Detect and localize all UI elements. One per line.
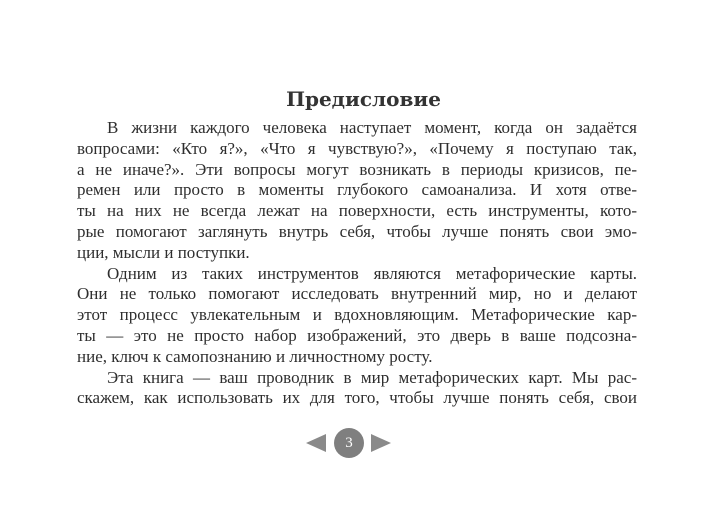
text-line: рые помогают заглянуть внутрь себя, чтобы лучше понять свои эмо- [77, 221, 637, 241]
page-number-badge: 3 [334, 428, 364, 458]
paragraph-3 [77, 368, 637, 410]
text-line: скажем, как использовать их для того, чтобы лучше понять себя, свои [77, 388, 637, 408]
text-line: ты — это не просто набор изображений, это дверь в ваше подсозна- [77, 325, 637, 345]
page-navigation [306, 428, 392, 458]
text-line: ции, мысли и поступки. [77, 242, 250, 262]
page-title: Предисловие [286, 87, 441, 111]
text-line: Они не только помогают исследовать внутренний мир, но и делают [77, 284, 637, 304]
triangle-left-icon[interactable] [306, 434, 326, 452]
text-line: Эта книга — ваш проводник в мир метафорических карт. Мы рас- [107, 367, 637, 387]
paragraph-1 [77, 118, 637, 264]
triangle-right-icon[interactable] [371, 434, 391, 452]
text-line: В жизни каждого человека наступает момент, когда он задаётся [107, 118, 637, 137]
paragraph-2 [77, 264, 637, 368]
text-line: а не иначе?». Эти вопросы могут возникать в периоды кризисов, пе- [77, 159, 637, 179]
text-line: ты на них не всегда лежат на поверхности, есть инструменты, кото- [77, 201, 637, 221]
text-line: ние, ключ к самопознанию и личностному росту. [77, 346, 433, 366]
text-line: вопросами: «Кто я?», «Что я чувствую?», «Почему я поступаю так, [77, 138, 637, 158]
body-text [77, 118, 637, 409]
text-line: Одним из таких инструментов являются метафорические карты. [107, 263, 637, 283]
text-line: этот процесс увлекательным и вдохновляющим. Метафорические кар- [77, 305, 637, 325]
text-line: ремен или просто в моменты глубокого самоанализа. И хотя отве- [77, 180, 637, 200]
